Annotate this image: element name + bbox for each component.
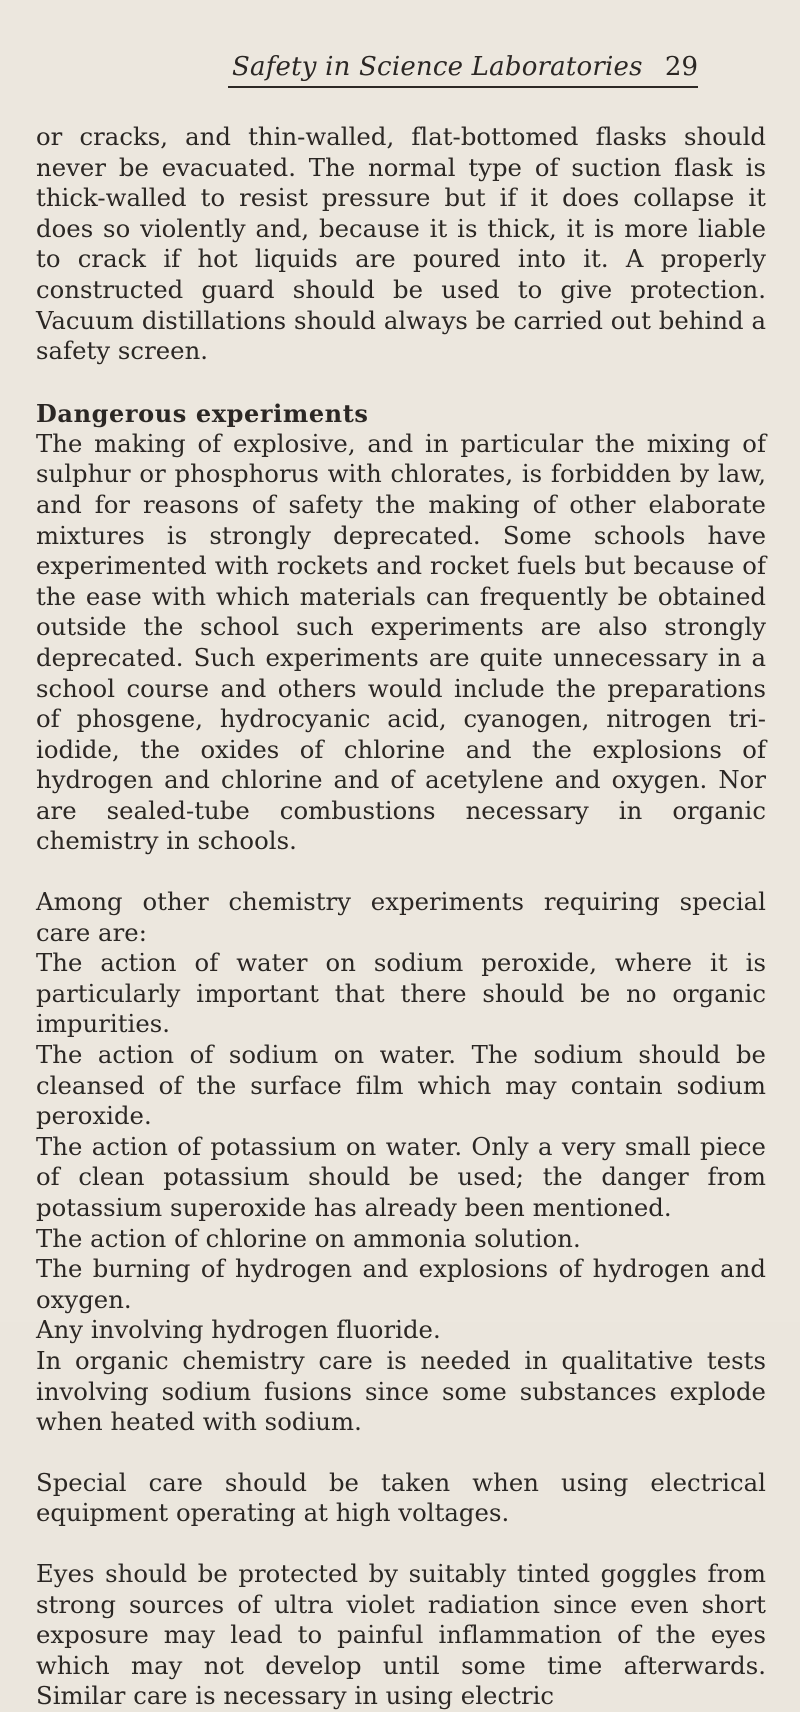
- paragraph-gap: [36, 1438, 766, 1468]
- list-item: The action of water on sodium peroxide, where it is particularly important that there should be no organic impurities.: [36, 948, 766, 1039]
- list-item: Any involving hydrogen fluoride.: [36, 1315, 441, 1345]
- list-item: The action of potassium on water. Only a very small piece of clean potassium should be used; the danger from potassium superoxide has already been mentioned.: [36, 1131, 766, 1222]
- paragraph-dangerous-experiments: The making of explosive, and in particular the mixing of sulphur or phosphorus with chlorates, is forbidden by law, and for reasons of safety the making of other elaborate mixtures is strongly deprecated. Some schools have experimented with rockets and rocket fuels but because of the ease with which materials can frequently be obtained outside the school such experiments are also strongly deprecated. Such experiments are quite unnecessary in a school course and others would include the preparations of phosgene, hydrocyanic acid, cyanogen, nitrogen tri-iodide, the oxides of chlorine and the explosions of hydrogen and chlorine and of acetylene and oxygen. Nor are sealed-tube combustions necessary in organic chemistry in schools.: [36, 428, 766, 856]
- running-title: Safety in Science Laboratories: [232, 52, 643, 82]
- page-number: 29: [664, 52, 698, 82]
- list-item: The action of sodium on water. The sodium should be cleansed of the surface film which may contain sodium peroxide.: [36, 1040, 766, 1131]
- paragraph-vacuum-flasks: or cracks, and thin-walled, flat-bottomed flasks should never be evacuated. The normal type of suction flask is thick-walled to resist pressure but if it does collapse it does so violently and, because it is thick, it is more liable to crack if hot liquids are poured into it. A properly constructed guard should be used to give protection. Vacuum distillations should always be carried out behind a safety screen.: [36, 122, 766, 366]
- list-intro: Among other chemistry experiments requiring special care are:: [36, 887, 766, 947]
- paragraph-eye-protection: Eyes should be protected by suitably tinted goggles from strong sources of ultra violet radiation since even short exposure may lead to painful inflammation of the eyes which may not develop until some time afterwards. Similar care is necessary in using electric: [36, 1558, 766, 1711]
- paragraph-electrical-equipment: Special care should be taken when using electrical equipment operating at high voltages.: [36, 1467, 766, 1528]
- paragraph-gap: [36, 1529, 766, 1559]
- paragraph-gap: [36, 367, 766, 399]
- list-item: In organic chemistry care is needed in qualitative tests involving sodium fusions since some substances explode when heated with sodium.: [36, 1345, 766, 1437]
- list-item: The action of chlorine on ammonia solution.: [36, 1223, 581, 1253]
- paragraph-gap: [36, 857, 766, 887]
- section-heading: Dangerous experiments: [36, 398, 369, 428]
- running-header: [228, 46, 698, 88]
- body-text: [36, 122, 766, 1712]
- list-item: The burning of hydrogen and explosions of hydrogen and oxygen.: [36, 1254, 766, 1314]
